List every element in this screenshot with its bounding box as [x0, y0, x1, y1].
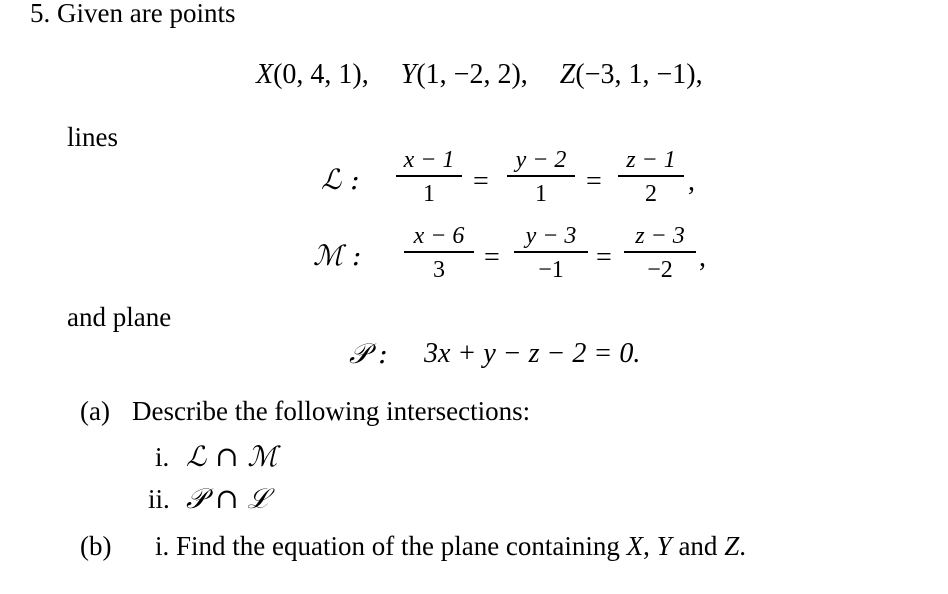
point-y-name: Y: [400, 59, 417, 90]
point-x-name: X: [256, 59, 274, 90]
line-l-fraction-y: [507, 148, 575, 206]
fraction-numerator: y − 2: [515, 147, 567, 173]
fraction-denominator: 3: [433, 256, 445, 283]
equals-sign: =: [586, 166, 602, 197]
part-b-item: [155, 533, 746, 560]
point-z-coords: (−3, 1, −1),: [575, 59, 703, 90]
part-a-label: (a): [80, 396, 110, 426]
plane-p-symbol: 𝒫 :: [349, 337, 388, 370]
points-list: [256, 61, 703, 89]
lines-label: lines: [67, 122, 118, 152]
line-l-symbol: ℒ :: [321, 163, 360, 196]
fraction-denominator: −1: [538, 256, 564, 283]
part-a-item-1-expr: ℒ ∩ ℳ: [186, 440, 278, 473]
fraction-denominator: 1: [535, 180, 547, 207]
equals-sign: =: [473, 166, 489, 197]
fraction-denominator: −2: [647, 256, 673, 283]
part-b-marker: i.: [155, 531, 170, 561]
equals-sign: =: [596, 242, 612, 273]
fraction-numerator: x − 1: [403, 147, 455, 173]
comma: ,: [688, 166, 695, 197]
part-b-var-z: Z: [724, 531, 740, 561]
point-x-coords: (0, 4, 1),: [273, 59, 369, 90]
fraction-denominator: 2: [645, 180, 657, 207]
line-m-symbol: ℳ :: [313, 239, 362, 272]
problem-heading: 5. Given are points: [30, 0, 236, 28]
part-a-item-2-expr: 𝒫 ∩ ℒ: [186, 482, 268, 515]
part-b-var-y: Y: [656, 531, 672, 561]
line-m-fraction-z: [624, 224, 696, 282]
comma: ,: [699, 242, 706, 273]
plane-p-equation: 3x + y − z − 2 = 0.: [424, 338, 641, 369]
fraction-numerator: z − 3: [635, 223, 685, 249]
part-b-sep-2: and: [671, 531, 725, 561]
plane-label: and plane: [67, 302, 172, 332]
fraction-numerator: z − 1: [626, 147, 676, 173]
line-l-fraction-z: [618, 148, 684, 206]
part-b-end: .: [739, 531, 746, 561]
line-l-fraction-x: [396, 148, 462, 206]
point-z-name: Z: [559, 59, 576, 90]
line-m-fraction-y: [514, 224, 588, 282]
part-b-label: (b): [80, 531, 112, 561]
part-b-var-x: X: [626, 531, 644, 561]
part-b-text: Find the equation of the plane containing: [176, 531, 627, 561]
part-b-sep-1: ,: [643, 531, 657, 561]
fraction-denominator: 1: [423, 180, 435, 207]
fraction-numerator: x − 6: [413, 223, 465, 249]
equals-sign: =: [484, 242, 500, 273]
part-a-text: Describe the following intersections:: [132, 396, 531, 426]
fraction-numerator: y − 3: [525, 223, 577, 249]
line-m-fraction-x: [404, 224, 474, 282]
part-a-item-1-marker: i.: [155, 442, 170, 472]
point-y-coords: (1, −2, 2),: [416, 59, 528, 90]
part-a-item-2-marker: ii.: [148, 484, 170, 514]
